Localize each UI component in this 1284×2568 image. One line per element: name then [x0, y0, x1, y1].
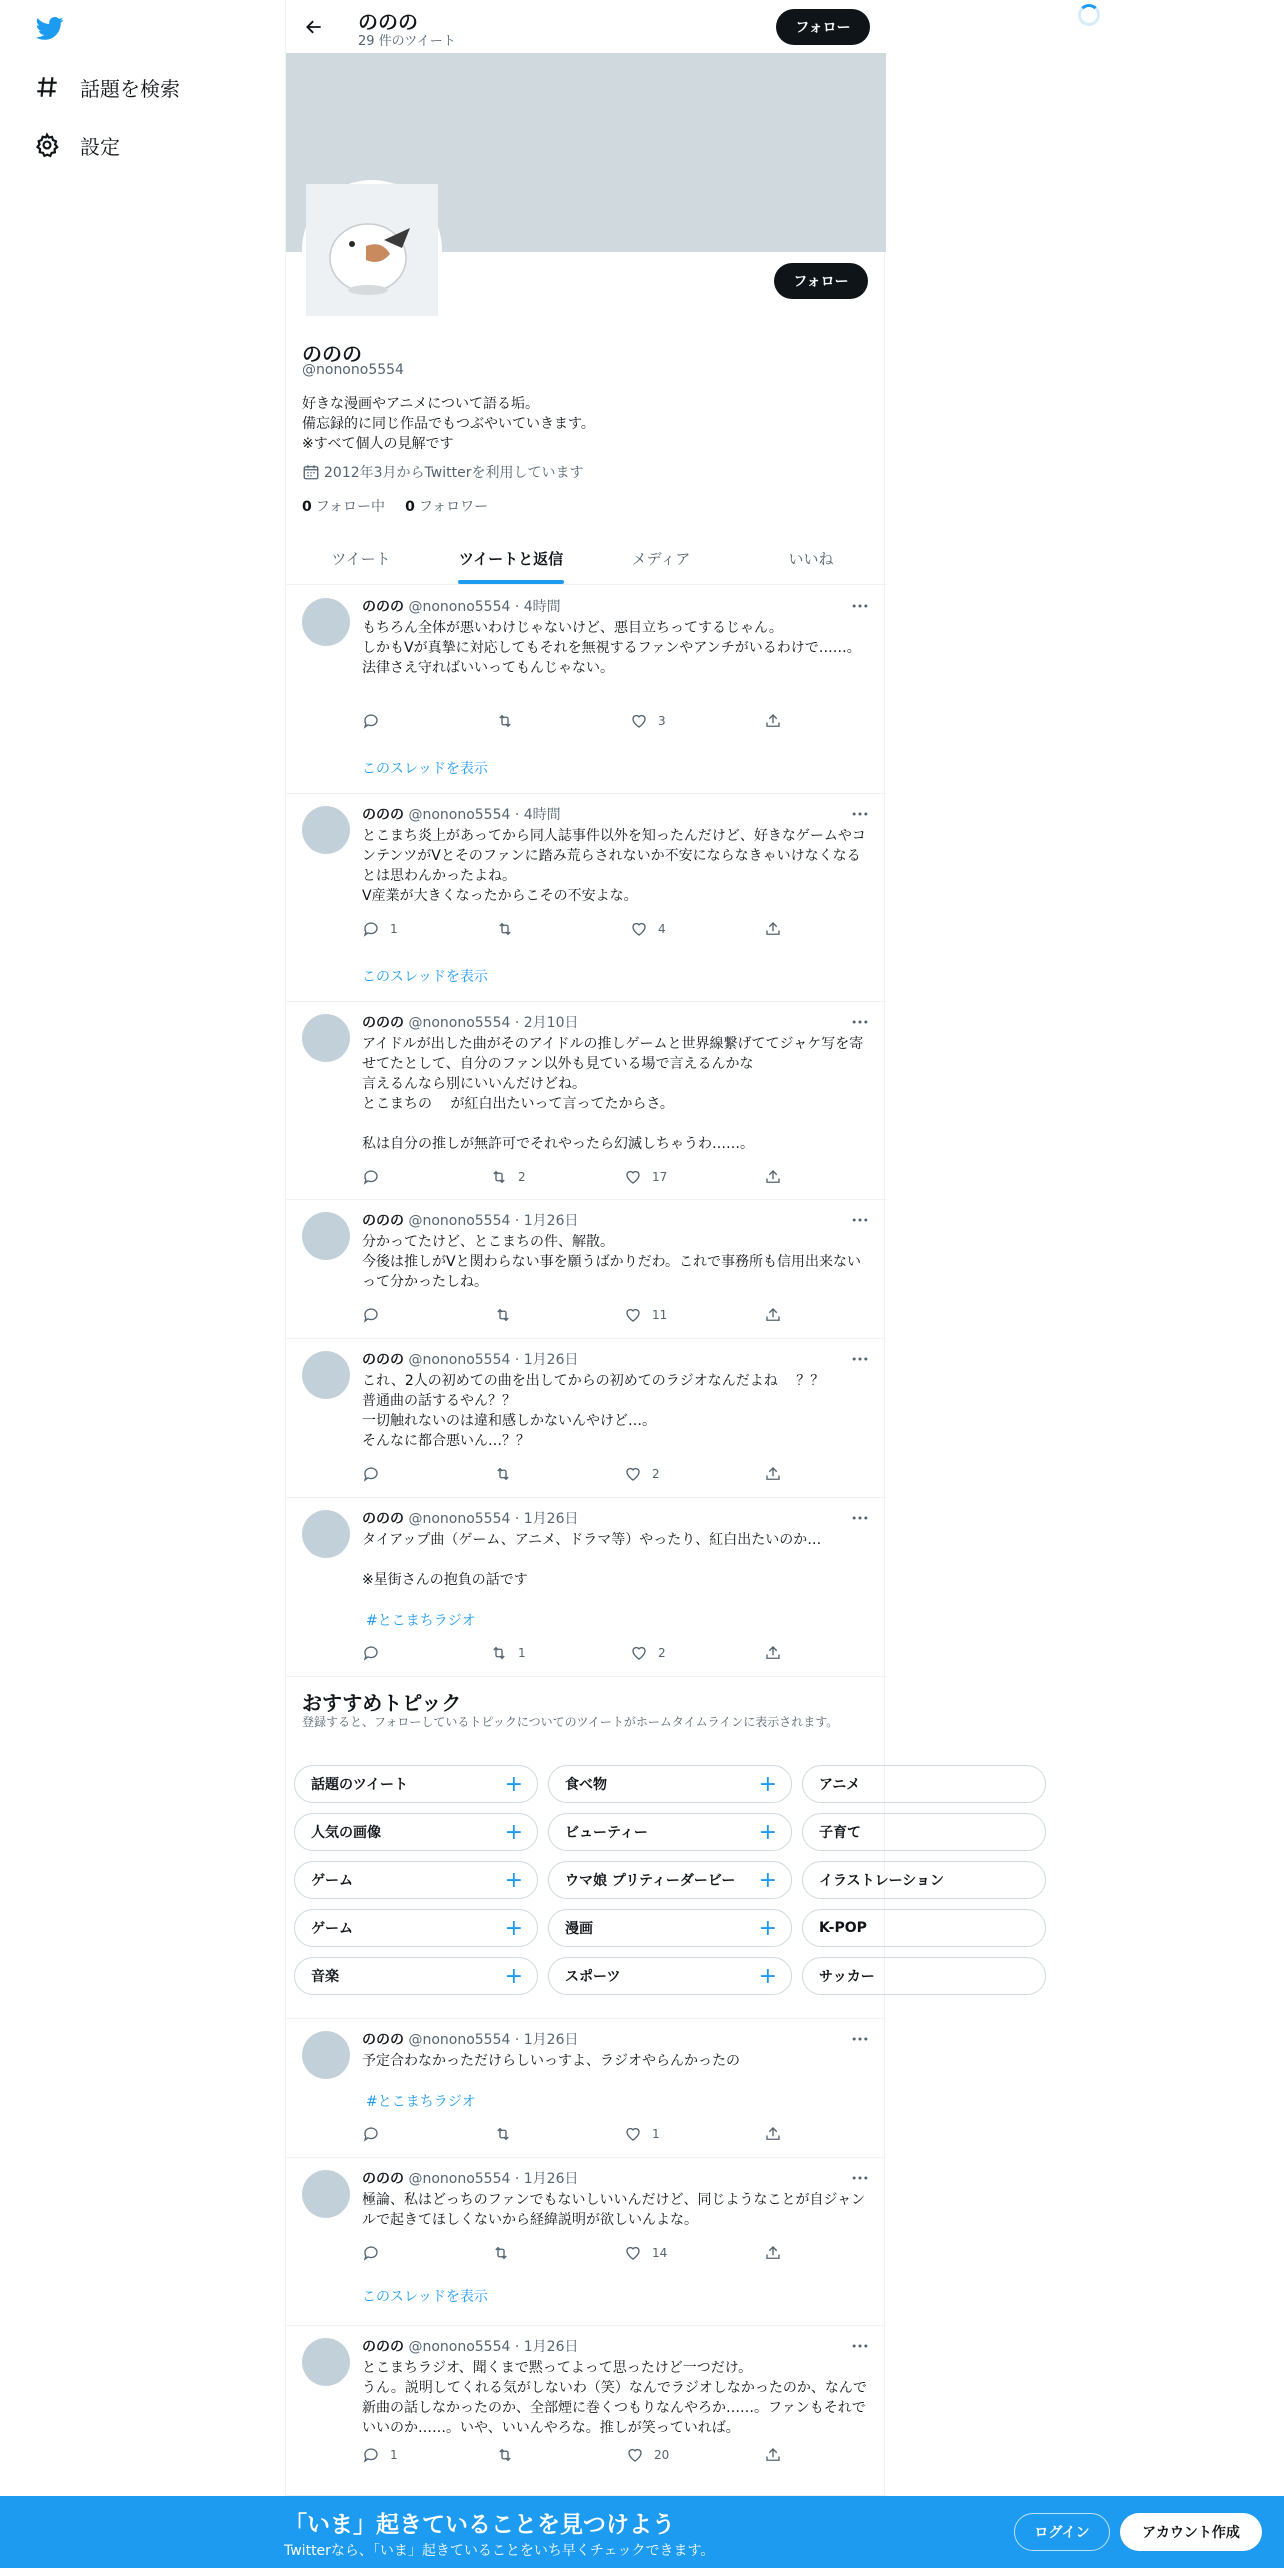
tweet-text: もちろん全体が悪いわけじゃないけど、悪目立ちってするじゃん。 しかもVが真摯に対応してもそれを無視するファンやアンチがいるわけで……。 法律さえ守ればいいってもんじゃない。 [362, 620, 861, 676]
retweet-button[interactable] [494, 1465, 522, 1483]
tab-likes[interactable]: いいね [788, 550, 834, 568]
tweet-actions [362, 920, 782, 940]
profile-handle: @nonono5554 [302, 362, 404, 378]
share-button[interactable] [764, 1306, 792, 1324]
nav-settings[interactable] [34, 125, 120, 165]
topic-chip[interactable]: ゲーム + [294, 1909, 538, 1947]
nav-explore[interactable] [34, 67, 180, 107]
reply-button[interactable]: 1 [362, 2446, 398, 2464]
share-icon [764, 712, 782, 730]
topic-chip[interactable]: K-POP [802, 1909, 1046, 1947]
gear-icon [34, 132, 60, 158]
share-icon [764, 920, 782, 938]
share-button[interactable] [764, 1168, 792, 1186]
reply-icon [362, 1644, 380, 1662]
reply-button[interactable] [362, 712, 390, 730]
show-thread-link[interactable]: このスレッドを表示 [362, 969, 488, 985]
tab-tweets-replies[interactable]: ツイートと返信 [436, 532, 586, 584]
retweet-icon [494, 1465, 512, 1483]
followers-link[interactable]: 0 フォロワー [405, 499, 489, 515]
like-button[interactable]: 2 [630, 1644, 666, 1662]
like-icon [624, 1465, 642, 1483]
header-name: ののの [358, 10, 418, 34]
share-button[interactable] [764, 712, 792, 730]
tab-media[interactable]: メディア [631, 550, 691, 568]
share-icon [764, 2244, 782, 2262]
retweet-icon [490, 1168, 508, 1186]
profile-avatar[interactable] [302, 180, 442, 320]
tweet[interactable] [286, 1002, 886, 1200]
tweet-avatar[interactable] [302, 2170, 350, 2218]
reply-icon [362, 712, 380, 730]
plus-icon[interactable]: + [504, 1772, 523, 1797]
more-icon[interactable] [850, 804, 870, 824]
reply-button[interactable]: 1 [362, 920, 398, 938]
share-icon [764, 1644, 782, 1662]
tweet[interactable] [286, 794, 886, 1002]
show-thread-link[interactable]: このスレッドを表示 [362, 761, 488, 777]
like-icon [624, 2244, 642, 2262]
retweet-button[interactable] [496, 712, 524, 730]
profile-follow-stats [302, 496, 488, 516]
topic-chip[interactable]: 人気の画像 + [294, 1813, 538, 1851]
more-icon[interactable] [850, 1210, 870, 1230]
tweet-actions [362, 1644, 782, 1664]
tweet-avatar[interactable] [302, 1510, 350, 1558]
tweet-avatar[interactable] [302, 1212, 350, 1260]
reply-icon [362, 920, 380, 938]
like-icon [624, 2125, 642, 2143]
nav-explore-label: 話題を検索 [80, 76, 180, 101]
like-icon [626, 2446, 644, 2464]
tweet-text: 極論、私はどっちのファンでもないしいいんだけど、同じようなことが自ジャンルで起きてほしくないから経緯説明が欲しいんよな。 [362, 2192, 866, 2228]
calendar-icon [302, 463, 320, 481]
retweet-button[interactable]: 1 [490, 1644, 526, 1662]
like-button[interactable]: 3 [630, 712, 666, 730]
share-button[interactable] [764, 920, 792, 938]
tweet-header: ののの @nonono5554 · 1月26日 [362, 1352, 579, 1368]
retweet-button[interactable] [496, 2446, 524, 2464]
plus-icon[interactable]: + [504, 1868, 523, 1893]
tweet-header: ののの @nonono5554 · 4時間 [362, 599, 561, 615]
tweet-header: ののの @nonono5554 · 1月26日 [362, 1511, 579, 1527]
tweet-header: ののの @nonono5554 · 1月26日 [362, 2032, 579, 2048]
tweet[interactable] [286, 2326, 886, 2496]
topic-chip[interactable]: アニメ [802, 1765, 1046, 1803]
tweet-header: ののの @nonono5554 · 4時間 [362, 807, 561, 823]
tweet-text: とこまち炎上があってから同人誌事件以外を知ったんだけど、好きなゲームやコンテンツがVとそのファンに踏み荒らされないか不安にならなきゃいけなくなるとは思わんかったよね。 V産業が大きくなったからこその不安よな。 [362, 828, 866, 904]
back-arrow-icon [304, 17, 324, 37]
share-button[interactable] [764, 2125, 792, 2143]
twitter-logo-icon[interactable] [34, 14, 66, 42]
topic-chip[interactable]: ビューティー + [548, 1813, 792, 1851]
retweet-button[interactable] [492, 2244, 520, 2262]
reply-button[interactable] [362, 2244, 390, 2262]
more-icon[interactable] [850, 1012, 870, 1032]
like-button[interactable]: 20 [626, 2446, 669, 2464]
more-icon[interactable] [850, 2168, 870, 2188]
topic-chip[interactable]: ゲーム + [294, 1861, 538, 1899]
retweet-icon [496, 2446, 514, 2464]
nav-settings-label: 設定 [80, 134, 120, 159]
signup-banner-subtitle: Twitterなら、「いま」起きていることをいち早くチェックできます。 [284, 2543, 715, 2559]
retweet-icon [494, 2125, 512, 2143]
hashtag-link[interactable]: #とこまちラジオ [366, 1613, 476, 1629]
retweet-icon [492, 2244, 510, 2262]
more-icon[interactable] [850, 596, 870, 616]
back-button[interactable] [300, 13, 328, 41]
share-button[interactable] [764, 2244, 792, 2262]
profile-bio: 好きな漫画やアニメについて語る垢。 備忘録的に同じ作品でもつぶやいていきます。 ※すべて個人の見解です [302, 396, 595, 452]
like-button[interactable]: 1 [624, 2125, 660, 2143]
like-button[interactable]: 17 [624, 1168, 667, 1186]
reply-icon [362, 1306, 380, 1324]
tweet-text: タイアップ曲（ゲーム、アニメ、ドラマ等）やったり、紅白出たいのか… ※星街さんの抱負の話です [362, 1532, 822, 1588]
login-button[interactable]: ログイン [1014, 2513, 1110, 2551]
share-icon [764, 1168, 782, 1186]
retweet-icon [490, 1644, 508, 1662]
tweet-actions [362, 1465, 782, 1485]
tweet-actions [362, 2125, 782, 2145]
share-icon [764, 2446, 782, 2464]
tweet-actions [362, 2446, 782, 2466]
tweet-header: ののの @nonono5554 · 1月26日 [362, 2171, 579, 2187]
profile-joined [302, 462, 583, 482]
reply-button[interactable] [362, 1465, 390, 1483]
like-icon [630, 1644, 648, 1662]
show-thread-link[interactable]: このスレッドを表示 [362, 2289, 488, 2305]
bird-avatar-icon [306, 184, 438, 316]
topic-chip[interactable]: 子育て [802, 1813, 1046, 1851]
tweet[interactable] [286, 1200, 886, 1339]
topics-title: おすすめトピック [302, 1691, 462, 1715]
share-button[interactable] [764, 1465, 792, 1483]
tweet-text: とこまちラジオ、聞くまで黙ってよって思ったけど一つだけ。 うん。説明してくれる気がしないわ（笑）なんでラジオしなかったのか、なんで新曲の話しなかったのか、全部煙に巻くつもりなんやろか……。ファンもそれでいいのか……。いや、いいんやろな。推しが笑っていれば。 [362, 2360, 867, 2436]
plus-icon[interactable]: + [758, 1772, 777, 1797]
tab-tweets[interactable]: ツイート [331, 550, 391, 568]
profile-joined-text: 2012年3月からTwitterを利用しています [324, 465, 584, 481]
tweet-text: アイドルが出した曲がそのアイドルの推しゲームと世界線繋げててジャケ写を寄せてたとして、自分のファン以外も見ている場で言えるんかな 言えるんなら別にいいんだけどね。 とこまちの が紅白出たいって言ってたからさ。 私は自分の推しが無許可でそれやったら幻滅しちゃうわ……。 [362, 1036, 864, 1152]
tweet-avatar[interactable] [302, 806, 350, 854]
main-column [285, 0, 945, 2568]
tweet[interactable] [286, 586, 886, 794]
like-button[interactable]: 4 [630, 920, 666, 938]
more-icon[interactable] [850, 2336, 870, 2356]
retweet-icon [496, 920, 514, 938]
plus-icon[interactable]: + [758, 1868, 777, 1893]
following-link[interactable]: 0 フォロー中 [302, 499, 386, 515]
reply-button[interactable] [362, 1644, 390, 1662]
plus-icon[interactable]: + [758, 1916, 777, 1941]
reply-icon [362, 2244, 380, 2262]
tweet-avatar[interactable] [302, 598, 350, 646]
like-button[interactable]: 11 [624, 1306, 667, 1324]
plus-icon[interactable]: + [758, 1820, 777, 1845]
like-icon [630, 920, 648, 938]
tweet[interactable] [286, 2158, 886, 2326]
retweet-button[interactable]: 2 [490, 1168, 526, 1186]
retweet-button[interactable] [496, 920, 524, 938]
topic-chip[interactable]: 漫画 + [548, 1909, 792, 1947]
topic-chip[interactable]: ウマ娘 プリティーダービー + [548, 1861, 792, 1899]
like-icon [624, 1306, 642, 1324]
plus-icon[interactable]: + [758, 1964, 777, 1989]
tweet-header: ののの @nonono5554 · 1月26日 [362, 2339, 579, 2355]
topic-chip[interactable]: 食べ物 + [548, 1765, 792, 1803]
tweet-actions [362, 1306, 782, 1326]
reply-icon [362, 2446, 380, 2464]
tweet-avatar[interactable] [302, 2338, 350, 2386]
topic-chip[interactable]: スポーツ + [548, 1957, 792, 1995]
tweet-header: ののの @nonono5554 · 1月26日 [362, 1213, 579, 1229]
reply-button[interactable] [362, 1168, 390, 1186]
tweet-header: ののの @nonono5554 · 2月10日 [362, 1015, 579, 1031]
tweet-text: これ、2人の初めての曲を出してからの初めてのラジオなんだよね ？？ 普通曲の話するやん？？ 一切触れないのは違和感しかないんやけど…。 そんなに都合悪いん…？？ [362, 1373, 825, 1449]
tweet-avatar[interactable] [302, 1014, 350, 1062]
tweet[interactable] [286, 1498, 886, 1677]
profile-follow-button[interactable]: フォロー [774, 263, 868, 299]
profile-header-bar [286, 0, 886, 53]
reply-icon [362, 2125, 380, 2143]
tweet-actions [362, 712, 782, 732]
more-icon[interactable] [850, 1349, 870, 1369]
more-icon[interactable] [850, 2029, 870, 2049]
like-icon [624, 1168, 642, 1186]
header-tweet-count: 29 件のツイート [358, 34, 456, 49]
tweet[interactable] [286, 2019, 886, 2158]
hashtag-icon [34, 74, 60, 100]
topic-chip[interactable]: サッカー [802, 1957, 1046, 1995]
topic-chip[interactable]: 音楽 + [294, 1957, 538, 1995]
like-icon [630, 712, 648, 730]
plus-icon[interactable]: + [504, 1916, 523, 1941]
topic-chip[interactable]: イラストレーション [802, 1861, 1046, 1899]
reply-icon [362, 1465, 380, 1483]
like-button[interactable]: 14 [624, 2244, 667, 2262]
tweet-actions [362, 1168, 782, 1188]
header-follow-button[interactable]: フォロー [776, 9, 870, 45]
reply-button[interactable] [362, 2125, 390, 2143]
more-icon[interactable] [850, 1508, 870, 1528]
signup-banner [0, 2496, 1284, 2568]
share-button[interactable] [764, 2446, 792, 2464]
profile-tabs [286, 532, 886, 585]
recommended-topics [286, 1677, 945, 2019]
topics-subtitle: 登録すると、フォローしているトピックについてのツイートがホームタイムラインに表示されます。 [302, 1715, 839, 1729]
share-button[interactable] [764, 1644, 792, 1662]
profile-name: ののの [302, 342, 362, 366]
plus-icon[interactable]: + [504, 1820, 523, 1845]
reply-button[interactable] [362, 1306, 390, 1324]
topic-chip[interactable]: 話題のツイート + [294, 1765, 538, 1803]
reply-icon [362, 1168, 380, 1186]
share-icon [764, 1465, 782, 1483]
tweet-actions [362, 2244, 782, 2264]
loading-spinner-icon [1078, 4, 1100, 26]
retweet-icon [496, 712, 514, 730]
like-button[interactable]: 2 [624, 1465, 660, 1483]
tweet-text: 予定合わなかっただけらしいっすよ、ラジオやらんかったの [362, 2053, 740, 2069]
tweet-avatar[interactable] [302, 2031, 350, 2079]
tweet[interactable] [286, 1339, 886, 1498]
retweet-button[interactable] [494, 1306, 522, 1324]
signup-banner-title: 「いま」起きていることを見つけよう [284, 2512, 675, 2538]
retweet-icon [494, 1306, 512, 1324]
retweet-button[interactable] [494, 2125, 522, 2143]
share-icon [764, 2125, 782, 2143]
hashtag-link[interactable]: #とこまちラジオ [366, 2094, 476, 2110]
plus-icon[interactable]: + [504, 1964, 523, 1989]
signup-button[interactable]: アカウント作成 [1120, 2513, 1262, 2551]
share-icon [764, 1306, 782, 1324]
tweet-text: 分かってたけど、とこまちの件、解散。 今後は推しがVと関わらない事を願うばかりだわ。これで事務所も信用出来ないって分かったしね。 [362, 1234, 862, 1290]
tweet-avatar[interactable] [302, 1351, 350, 1399]
